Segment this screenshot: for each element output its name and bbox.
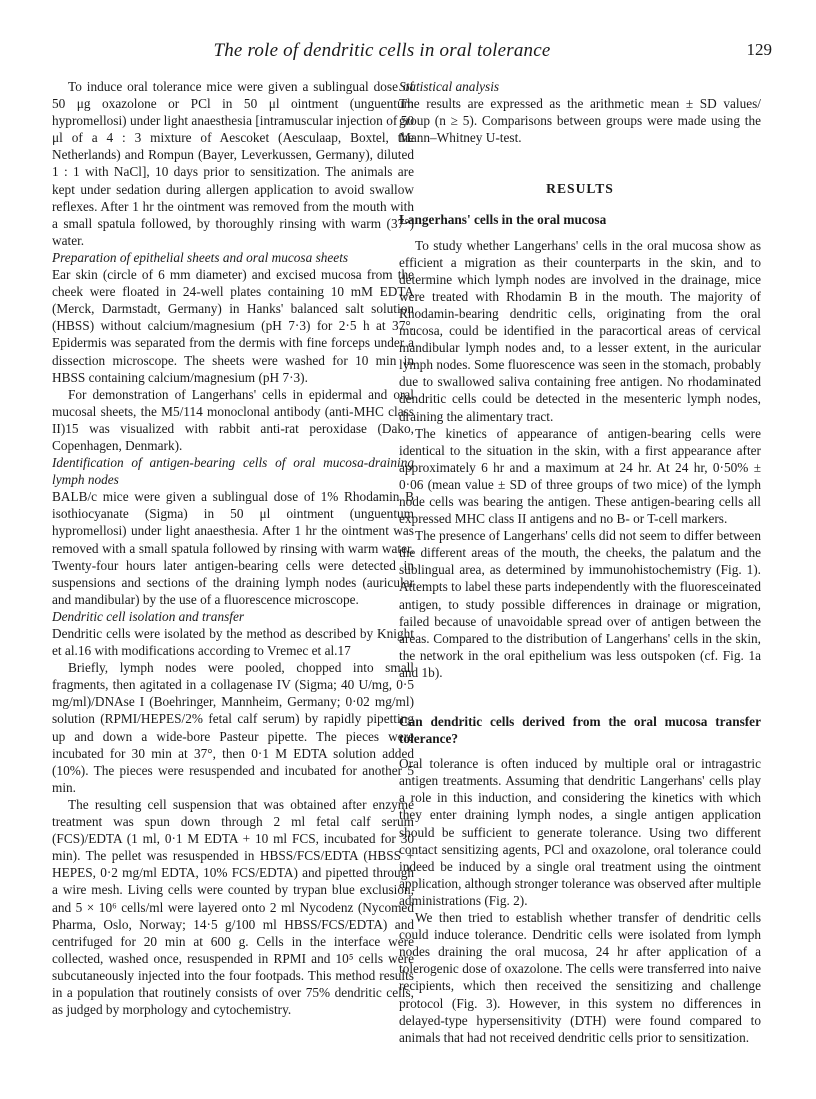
paragraph-distribution: The presence of Langerhans' cells did not seem to differ between the different areas of the mouth, the cheeks, the palatum and the sublingual area, as determined by immunohistochemistry (Fig. 1). Attempts to label these parts independently with the fluoresceinated antigen, to study possible differences in drainage or migration, failed because of unavoidable spread over of antigen between the areas. Compared to the distribution of Langerhans' cells in the skin, the network in the oral epithelium was less outspoken (cf. Fig. 1a and 1b). bbox=[399, 528, 761, 680]
paragraph-dendritic-procedure: Briefly, lymph nodes were pooled, chopped into small fragments, then agitated in a collagenase IV (Sigma; 40 U/mg, 0·5 mg/ml)/DNAse I (Boehringer, Mannheim, Germany; 0·02 mg/ml) solution (RPMI/HEPES/2% fetal calf serum) by rapidly pipetting up and down a wide-bore Pasteur pipette. The pieces were incubated for 30 min at 37°, then 0·1 M EDTA solution added (10%). The pieces were resuspended and incubated for another 5 min. bbox=[52, 660, 414, 795]
left-column bbox=[52, 78, 414, 1018]
heading-results: RESULTS bbox=[546, 181, 614, 197]
heading-transfer-tolerance: Can dendritic cells derived from the oral mucosa transfer tolerance? bbox=[399, 714, 761, 747]
paragraph-dendritic-suspension: The resulting cell suspension that was obtained after enzyme treatment was spun down through 2 ml fetal calf serum (FCS)/EDTA (1 ml, 0·1 M EDTA + 10 ml FCS, incubated for 30 min). The pellet was resuspended in HBSS/FCS/EDTA (HBSS + HEPES, 0·2 mg/ml EDTA, 10% FCS/EDTA) and pipetted through a wire mesh. Living cells were counted by trypan blue exclusion, and 5 × 10⁶ cells/ml were layered onto 2 ml Nycodenz (Nycomed Pharma, Oslo, Norway; 14·5 g/100 ml HBSS/FCS/EDTA) and centrifuged for 20 min at 600 g. Cells in the interface were collected, washed once, resuspended in RPMI and 10⁵ cells were subcutaneously injected into the four footpads. This method results in a population that routinely consists of over 75% dendritic cells, as judged by morphology and cytochemistry. bbox=[52, 796, 414, 1018]
heading-sheet-preparation: Preparation of epithelial sheets and oral mucosa sheets bbox=[52, 249, 349, 265]
paragraph-statistical-analysis: The results are expressed as the arithmetic mean ± SD values/ group (n ≥ 5). Comparisons between groups were made using the Mann–Whitney U-test. bbox=[399, 96, 761, 146]
paragraph-kinetics: The kinetics of appearance of antigen-bearing cells were identical to the situation in the skin, with a first appearance after approximately 6 hr and a maximum at 24 hr. At 24 hr, 0·50% ± 0·06 (mean value ± SD of three groups of two mice) of the lymph node cells was bearing the antigen. These antigen-bearing cells all expressed MHC class II antigens and no B- or T-cell markers. bbox=[399, 425, 761, 527]
running-title: The role of dendritic cells in oral tolerance bbox=[213, 40, 551, 61]
heading-antigen-identification: Identification of antigen-bearing cells of oral mucosa-draining lymph nodes bbox=[52, 455, 414, 488]
paragraph-antigen-identification: BALB/c mice were given a sublingual dose of 1% Rhodamin B isothiocyanate (Sigma) in 50 μl ointment (unguentum hypromellosi) under light anaesthesia. After 1 hr the ointment was removed with a small spatula followed by rinsing with warm water. Twenty-four hours later antigen-bearing cells were detected in suspensions and sections of the draining lymph nodes (auricular and mandibular) by the use of a fluorescence microscope. bbox=[52, 489, 414, 607]
heading-langerhans-oral-mucosa: Langerhans' cells in the oral mucosa bbox=[399, 212, 607, 228]
paragraph-langerhans-migration: To study whether Langerhans' cells in the oral mucosa show as efficient a migration as their counterparts in the skin, and to determine which lymph nodes are involved in the drainage, mice were treated with Rhodamin B in the mouth. The majority of Rhodamin-bearing dendritic cells, originating from the oral mucosa, could be identified in the paracortical areas of cervical mandibular lymph nodes and, to a lesser extent, in the auricular lymph nodes. Some fluorescence was seen in the stomach, probably due to swallowed saliva containing free antigen. No rhodaminated dendritic cells could be detected in the mesenteric lymph nodes, draining the alimentary tract. bbox=[399, 237, 761, 424]
paragraph-langerhans-demonstration: For demonstration of Langerhans' cells in epidermal and oral mucosal sheets, the M5/114 monoclonal antibody (anti-MHC class II)15 was visualized with rabbit anti-rat peroxidase (Dako, Copenhagen, Denmark). bbox=[52, 386, 414, 453]
paragraph-oral-tolerance-induction: To induce oral tolerance mice were given a sublingual dose of 50 μg oxazolone or PCl in 50 μl ointment (unguentum hypromellosi) under light anaesthesia [intramuscular injection of 50 μl of a 4 : 3 mixture of Aescoket (Aesculaap, Boxtel, the Netherlands) and Rompun (Bayer, Leverkussen, Germany), diluted 1 : 1 with NaCl], 10 days prior to sensitization. The animals are kept under sedation during allergen application to avoid swallow reflexes. After 1 hr the ointment was removed from the mouth with a small spatula followed, by thoroughly rinsing with warm (37°) water. bbox=[52, 79, 414, 248]
heading-dendritic-cell-isolation: Dendritic cell isolation and transfer bbox=[52, 608, 245, 624]
paragraph-sheet-preparation: Ear skin (circle of 6 mm diameter) and excised mucosa from the cheek were floated in 24-well plates containing 10 mM EDTA (Merck, Darmstadt, Germany) in Hanks' balanced salt solution (HBSS) without calcium/magnesium (pH 7·3) for 2·5 h at 37°. Epidermis was separated from the dermis with fine forceps under a dissection microscope. The sheets were washed for 10 min in HBSS containing calcium/magnesium (pH 7·3). bbox=[52, 267, 414, 385]
page-number: 129 bbox=[746, 40, 772, 59]
paragraph-dendritic-transfer: We then tried to establish whether transfer of dendritic cells could induce tolerance. Dendritic cells were isolated from lymph nodes draining the oral mucosa, 24 hr after application of a tolerogenic dose of oxazolone. The cells were transferred into naive recipients, which then received the sensitizing and challenge protocol (Fig. 3). However, in this system no differences in delayed-type hypersensitivity (DTH) were found compared to animals that had not received dendritic cells prior to sensitization. bbox=[399, 910, 761, 1045]
heading-statistical-analysis: Statistical analysis bbox=[399, 79, 500, 94]
right-column bbox=[399, 78, 761, 1046]
paragraph-single-application: Oral tolerance is often induced by multiple oral or intragastric antigen treatments. Assuming that dendritic Langerhans' cells play a role in this induction, and considering the kinetics with which they enter draining lymph nodes, a single antigen application should be sufficient to generate tolerance. Using two different contact sensitizing agents, PCl and oxazolone, oral tolerance could indeed be induced by a single oral treatment using the ointment application, although stronger tolerance was observed after multiple administrations (Fig. 2). bbox=[399, 756, 761, 908]
paragraph-dendritic-method: Dendritic cells were isolated by the method as described by Knight et al.16 with modifications according to Vremec et al.17 bbox=[52, 626, 414, 659]
page-header bbox=[52, 40, 772, 64]
